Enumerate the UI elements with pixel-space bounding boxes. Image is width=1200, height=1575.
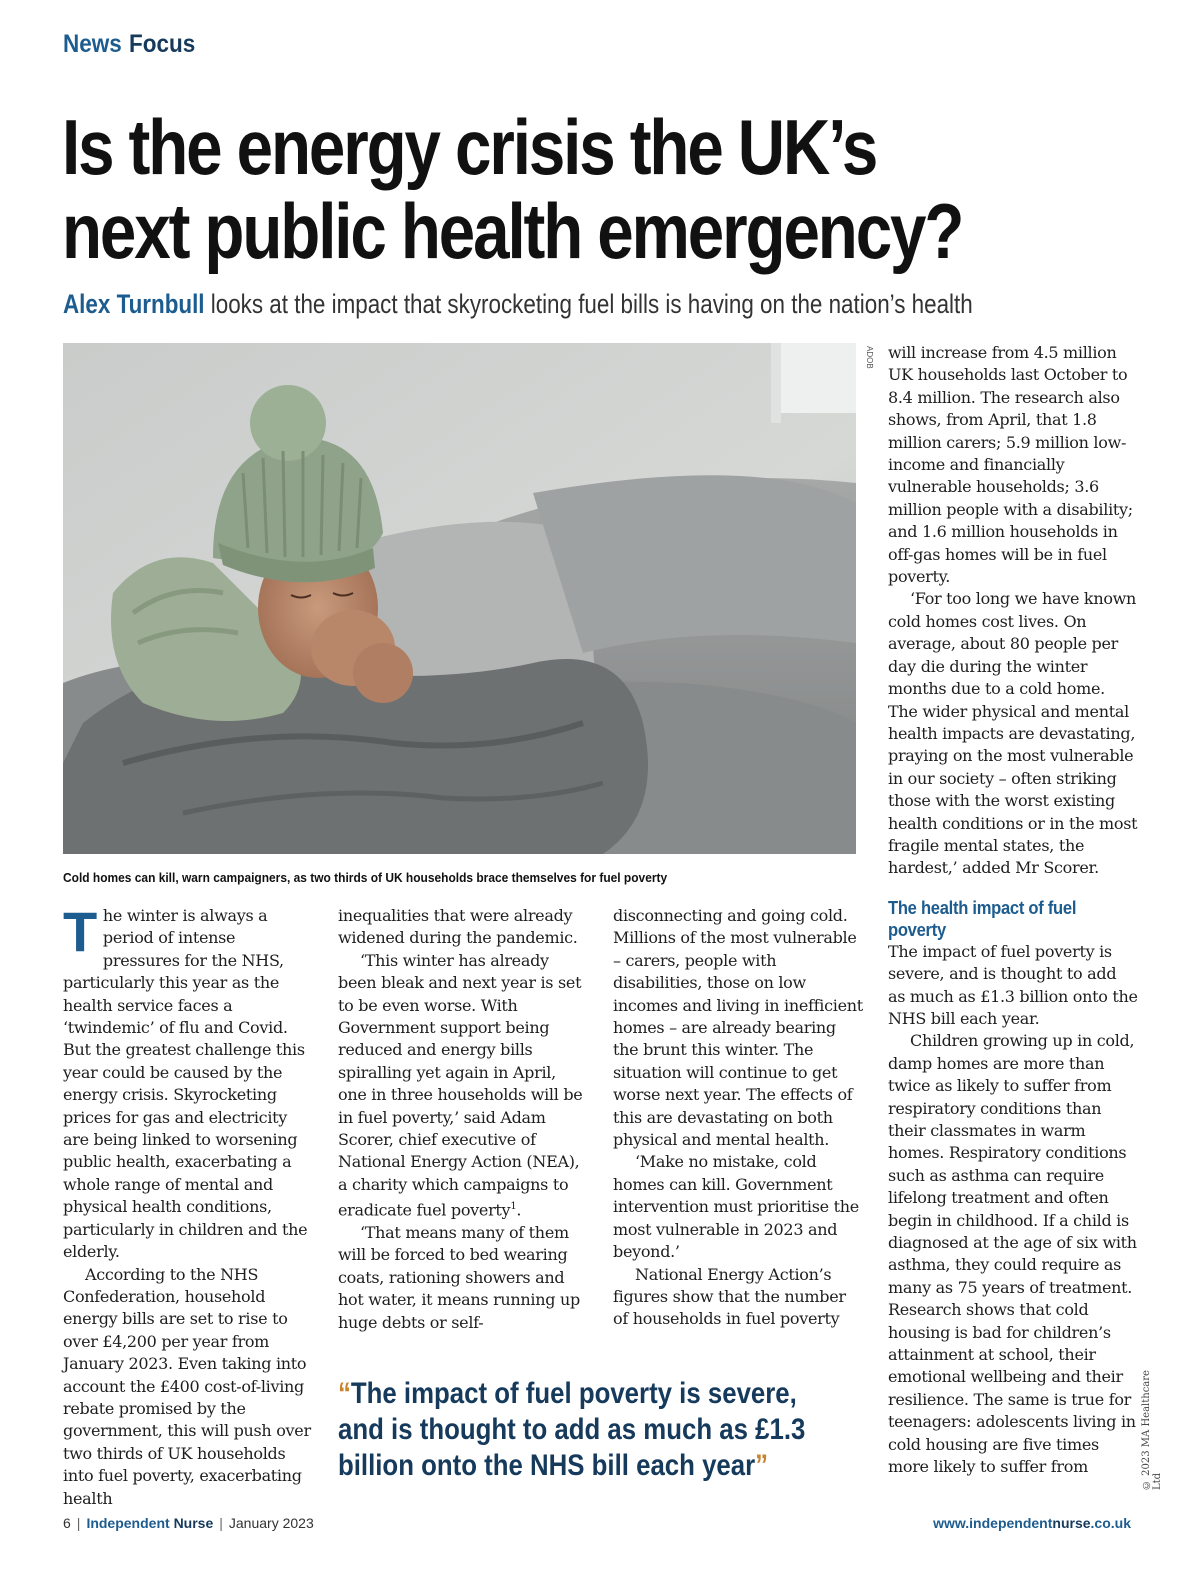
body-column-1 <box>63 900 313 1510</box>
body-column-2 <box>338 905 588 1334</box>
paragraph-end: . <box>516 1200 522 1220</box>
footer-url[interactable] <box>933 1515 1131 1531</box>
url-part: www. <box>933 1515 970 1531</box>
page-number: 6 <box>63 1515 71 1531</box>
url-part: independent <box>969 1515 1053 1531</box>
issue-date: January 2023 <box>228 1515 314 1531</box>
paragraph-text: he winter is always a period of intense pressures for the NHS, particularly this year as the health service faces a ‘twindemic’ of flu and Covid. But the greatest challenge this year could be caused by the energy crisis. Skyrocketing prices for gas and electricity are being linked to worsening public health, exacerbating a whole range of mental and physical health conditions, particularly in children and the elderly. <box>63 906 308 1262</box>
body-paragraph: The impact of fuel poverty is severe, and is thought to add as much as £1.3 billion onto the NHS bill each year. <box>888 941 1138 1028</box>
section-news: News <box>63 30 122 58</box>
body-column-4 <box>888 342 1138 1479</box>
photo-caption: Cold homes can kill, warn campaigners, as two thirds of UK households brace themselves for fuel poverty <box>63 870 668 885</box>
url-part: .co.uk <box>1090 1515 1131 1531</box>
pull-quote <box>338 1376 820 1484</box>
url-part: nurse <box>1052 1515 1091 1531</box>
standfirst-text: looks at the impact that skyrocketing fuel bills is having on the nation’s health <box>204 289 973 319</box>
body-paragraph: According to the NHS Confederation, household energy bills are set to rise to over £4,200 per year from January 2023. Even taking into account the £400 cost-of-living rebate promised by the government, this will push over two thirds of UK households into fuel poverty, exacerbating health <box>63 1264 311 1508</box>
body-paragraph: Children growing up in cold, damp homes are more than twice as likely to suffer from respiratory conditions than their classmates in warm homes. Respiratory conditions such as asthma can require lifelong treatment and often begin in childhood. If a child is diagnosed at the age of six with asthma, they could require as many as 75 years of treatment. Research shows that cold housing is bad for children’s attainment at school, their emotional wellbeing and their resilience. The same is true for teenagers: adolescents living in cold housing are five times more likely to suffer from <box>888 1031 1137 1477</box>
paragraph-text: ‘This winter has already been bleak and next year is set to be even worse. With Government support being reduced and energy bills spiralling yet again in April, one in three households will be in fuel poverty,’ said Adam Scorer, chief executive of National Energy Action (NEA), a charity which campaigns to eradicate fuel poverty <box>338 950 583 1220</box>
copyright-notice: © 2023 MA Healthcare Ltd <box>1141 1370 1163 1490</box>
body-paragraph: ‘For too long we have known cold homes cost lives. On average, about 80 people per day die during the winter months due to a cold home. The wider physical and mental health impacts are devastating, praying on the most vulnerable in our society – often striking those with the worst existing health conditions or in the most fragile mental states, the hardest,’ added Mr Scorer. <box>888 589 1138 878</box>
footnote-ref: 1 <box>510 1201 517 1213</box>
footer-separator: | <box>219 1515 223 1531</box>
open-quote-mark: “ <box>338 1377 351 1410</box>
publication-name-1: Independent <box>86 1515 170 1531</box>
body-paragraph <box>63 900 313 1264</box>
close-quote-mark: ” <box>755 1449 769 1482</box>
footer-folio <box>63 1515 314 1531</box>
body-paragraph: ‘That means many of them will be forced to bed wearing coats, rationing showers and hot water, it means running up huge debts or self- <box>338 1223 580 1332</box>
article-photo <box>63 343 856 854</box>
drop-cap: T <box>63 900 97 963</box>
publication-name-2: Nurse <box>173 1515 214 1531</box>
section-focus: Focus <box>128 30 196 58</box>
subheading: The health impact of fuel poverty <box>888 897 1077 940</box>
body-column-3 <box>613 905 863 1331</box>
standfirst <box>63 289 973 320</box>
body-paragraph <box>338 950 588 1222</box>
photo-credit: ADOB <box>865 346 874 369</box>
body-paragraph: will increase from 4.5 million UK households last October to 8.4 million. The research also shows, from April, that 1.8 million carers; 5.9 million low-income and financially vulnerable households; 3.6 million people with a disability; and 1.6 million households in off-gas homes will be in fuel poverty. <box>888 343 1133 587</box>
section-label <box>63 30 195 59</box>
body-paragraph: inequalities that were already widened during the pandemic. <box>338 906 578 948</box>
body-paragraph: disconnecting and going cold. Millions of the most vulnerable – carers, people with disabilities, those on low incomes and living in inefficient homes – are already bearing the brunt this winter. The situation will continue to get worse next year. The effects of this are devastating on both physical and mental health. <box>613 906 863 1150</box>
body-paragraph: ‘Make no mistake, cold homes can kill. Government intervention must prioritise the most vulnerable in 2023 and beyond.’ <box>613 1152 859 1262</box>
body-paragraph: National Energy Action’s figures show that the number of households in fuel poverty <box>613 1264 846 1329</box>
pull-quote-text: The impact of fuel poverty is severe, and is thought to add as much as £1.3 billion onto the NHS bill each year <box>338 1377 806 1482</box>
headline: Is the energy crisis the UK’s next public health emergency? <box>62 103 963 275</box>
footer-separator: | <box>76 1515 81 1531</box>
author-name: Alex Turnbull <box>63 289 205 319</box>
